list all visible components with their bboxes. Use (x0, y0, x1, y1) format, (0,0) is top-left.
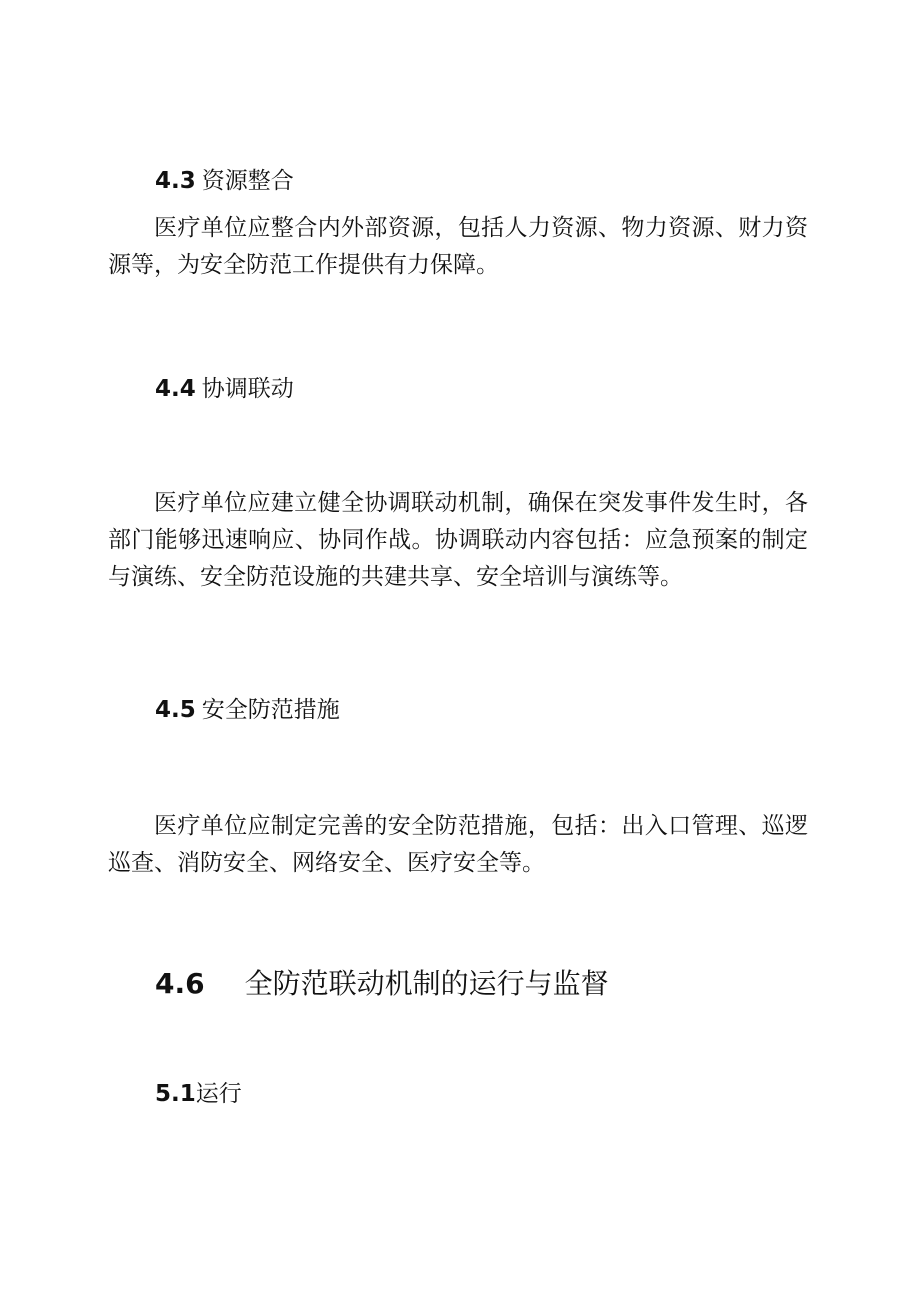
section-title: 资源整合 (201, 168, 294, 194)
section-number: 4.5 (155, 697, 196, 723)
section-title: 协调联动 (201, 376, 294, 402)
section-paragraph-4-5: 医疗单位应制定完善的安全防范措施，包括：出入口管理、巡逻巡查、消防安全、网络安全、医疗安全等。 (108, 813, 808, 876)
section-number: 4.4 (155, 376, 196, 402)
section-paragraph-4-3: 医疗单位应整合内外部资源，包括人力资源、物力资源、财力资源等，为安全防范工作提供有力保障。 (108, 215, 808, 278)
section-number: 5.1 (155, 1081, 196, 1107)
section-number: 4.3 (155, 168, 196, 194)
section-title: 安全防范措施 (201, 697, 340, 723)
section-heading-5-1 (155, 1079, 242, 1109)
section-paragraph-4-4: 医疗单位应建立健全协调联动机制，确保在突发事件发生时，各部门能够迅速响应、协同作战。协调联动内容包括：应急预案的制定与演练、安全防范设施的共建共享、安全培训与演练等。 (108, 490, 808, 590)
section-heading-4-3 (155, 166, 294, 196)
section-number: 4.6 (155, 967, 205, 1000)
section-heading-4-5 (155, 695, 340, 725)
section-heading-4-4 (155, 374, 294, 404)
section-title: 运行 (195, 1081, 242, 1107)
section-heading-4-6 (155, 966, 609, 1002)
section-title: 全防范联动机制的运行与监督 (244, 967, 609, 1000)
